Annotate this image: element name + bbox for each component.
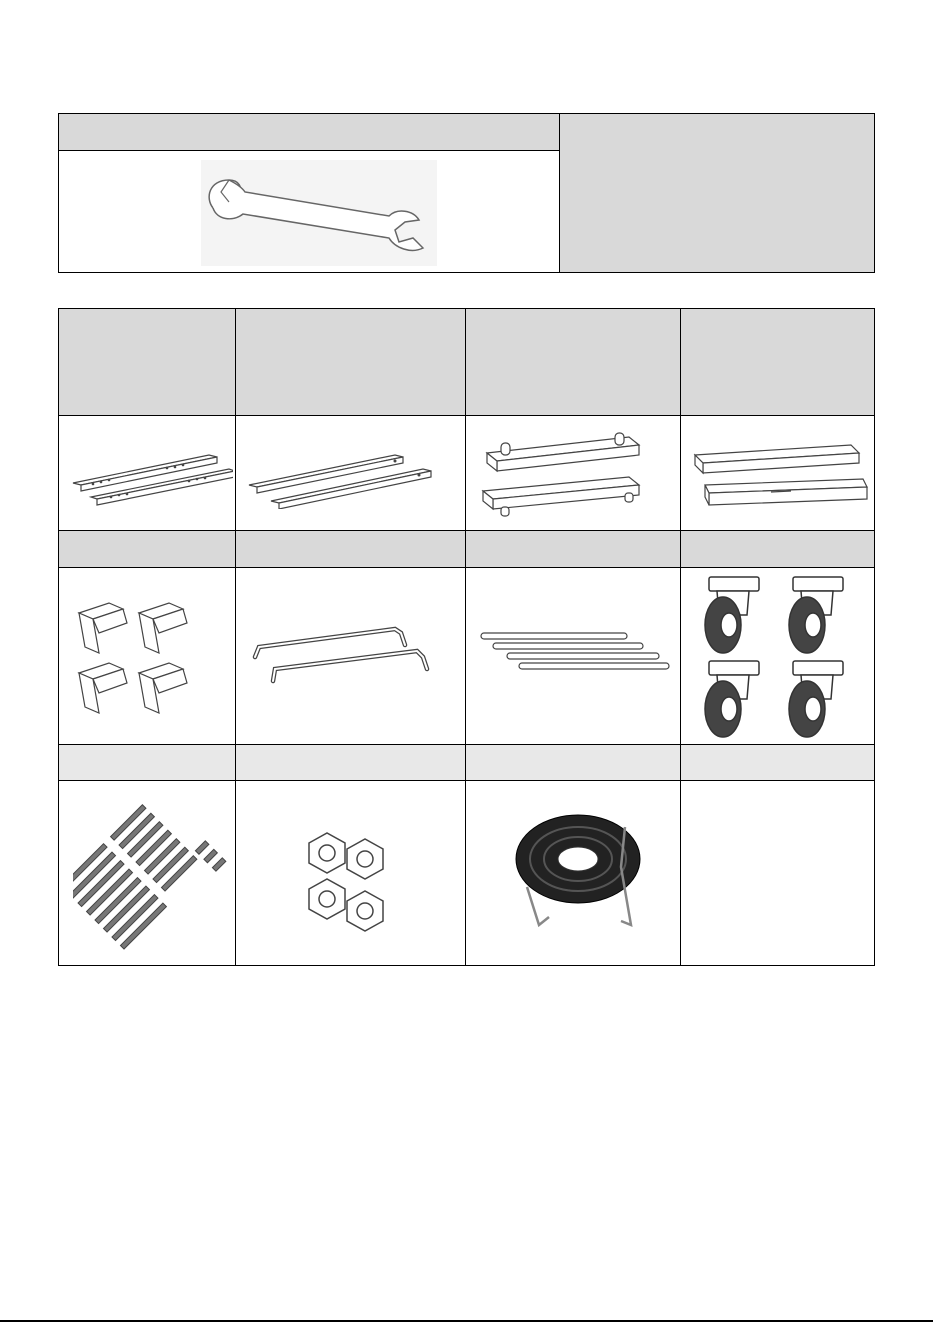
parts-header-row	[59, 309, 874, 415]
plain-side-rail-icon	[245, 443, 435, 509]
corner-brackets-icon	[75, 599, 225, 729]
parts-header-1	[59, 309, 75, 317]
u-handle-bars-icon	[245, 621, 445, 691]
swivel-casters-icon	[693, 571, 867, 741]
tool-table	[58, 113, 875, 273]
tool-header-label	[59, 111, 75, 134]
side-rail-with-holes-icon	[69, 439, 233, 509]
parts-header-4	[681, 309, 697, 317]
parts-table	[58, 308, 875, 966]
parts-header-3	[466, 309, 482, 317]
parts-header-2	[236, 309, 252, 317]
round-tubes-icon	[477, 627, 677, 677]
cross-beam-with-posts-icon	[479, 431, 669, 521]
tool-table-side-cell	[560, 114, 874, 272]
tool-table-header	[59, 114, 559, 150]
tool-side-label	[560, 111, 576, 134]
parts-label-row-3	[59, 744, 874, 780]
channel-beam-icon	[691, 441, 871, 517]
bungee-cord-icon	[503, 807, 653, 937]
hex-nuts-icon	[299, 831, 399, 939]
parts-label-row-2	[59, 530, 874, 567]
wrench-icon	[199, 158, 439, 268]
bolts-assortment-icon	[73, 799, 233, 959]
page-bottom-rule	[0, 1320, 933, 1322]
